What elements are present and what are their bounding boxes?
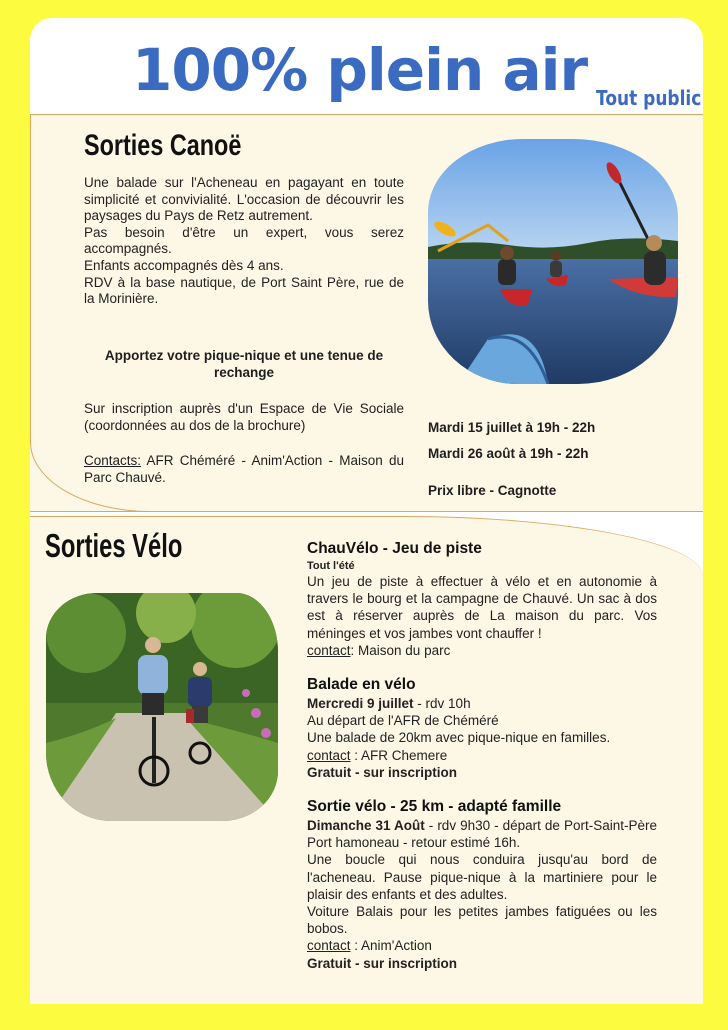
event-title: Sortie vélo - 25 km - adapté famille	[307, 798, 562, 816]
canoe-photo	[428, 139, 678, 384]
contacts-label: Contacts:	[84, 453, 142, 468]
event-title: Balade en vélo	[307, 676, 416, 694]
canoe-section	[30, 114, 703, 512]
event-contact	[307, 747, 657, 764]
event-time: - rdv 10h	[413, 696, 471, 712]
event-contact	[307, 937, 657, 954]
page-title: 100% plein air	[132, 36, 588, 104]
velo-event	[307, 675, 657, 781]
velo-section	[30, 516, 703, 1004]
event-line: Une boucle qui nous conduira jusqu'au bord de l'acheneau. Pause pique-nique à la martiniere pour le plaisir des enfants et des adultes.	[307, 852, 657, 902]
velo-event	[307, 797, 657, 972]
canoe-date: Mardi 26 août à 19h - 22h	[428, 446, 589, 461]
event-line: Au départ de l'AFR de Chéméré	[307, 713, 499, 729]
event-contact	[307, 642, 657, 659]
velo-photo-illustration	[46, 593, 278, 821]
canoe-paragraph: Pas besoin d'être un expert, vous serez accompagnés.	[84, 224, 404, 257]
canoe-paragraph: RDV à la base nautique, de Port Saint Père, rue de la Morinière.	[84, 274, 404, 307]
event-price: Gratuit - sur inscription	[307, 764, 458, 780]
event-date-label: Dimanche 31 Août	[307, 818, 425, 834]
canoe-bring-note: Apportez votre pique-nique et une tenue de rechange	[104, 348, 384, 380]
event-body: Un jeu de piste à effectuer à vélo et en autonomie à travers le bourg et la campagne de Chauvé. Un sac à dos est à réserver auprès de La maison du parc. Vos méninges et vos jambes vont chauffer !	[307, 574, 657, 641]
velo-photo	[46, 593, 278, 821]
canoe-paragraph: Enfants accompagnés dès 4 ans.	[84, 257, 284, 273]
canoe-title: Sorties Canoë	[84, 129, 242, 162]
velo-events	[307, 539, 657, 972]
header	[30, 18, 703, 114]
page-subtitle: Tout public	[596, 86, 702, 110]
canoe-description	[84, 175, 404, 308]
event-when: Tout l'été	[307, 560, 355, 572]
velo-event	[307, 539, 657, 659]
contact-label: contact	[307, 747, 351, 763]
contacts-value: AFR Chéméré - Anim'Action - Maison du Parc Chauvé.	[84, 453, 404, 485]
contact-value: : Maison du parc	[350, 642, 451, 658]
canoe-paragraph: Une balade sur l'Acheneau en pagayant en toute simplicité et convivialité. L'occasion de découvrir les paysages du Pays de Retz autrement.	[84, 175, 404, 224]
event-date	[307, 817, 657, 851]
contact-label: contact	[307, 938, 351, 954]
canoe-inscription: Sur inscription auprès d'un Espace de Vie Sociale (coordonnées au dos de la brochure)	[84, 401, 404, 433]
event-line: Une balade de 20km avec pique-nique en familles.	[307, 730, 611, 746]
canoe-date: Mardi 15 juillet à 19h - 22h	[428, 420, 596, 435]
canoe-dates	[428, 415, 688, 467]
event-time: - rdv 9h30 - départ de Port-Saint-Père Port hamoneau - retour estimé 16h.	[307, 818, 657, 851]
event-date	[307, 695, 657, 712]
event-title: ChauVélo - Jeu de piste	[307, 540, 482, 557]
velo-title: Sorties Vélo	[45, 527, 183, 564]
event-date-label: Mercredi 9 juillet	[307, 696, 414, 712]
contact-value: : AFR Chemere	[350, 747, 448, 763]
canoe-price: Prix libre - Cagnotte	[428, 483, 557, 498]
canoe-contacts	[84, 453, 404, 486]
contact-value: : Anim'Action	[350, 938, 432, 954]
event-price: Gratuit - sur inscription	[307, 955, 458, 971]
canoe-photo-illustration	[428, 139, 678, 384]
event-line: Voiture Balais pour les petites jambes fatiguées ou les bobos.	[307, 904, 657, 937]
contact-label: contact	[307, 642, 351, 658]
